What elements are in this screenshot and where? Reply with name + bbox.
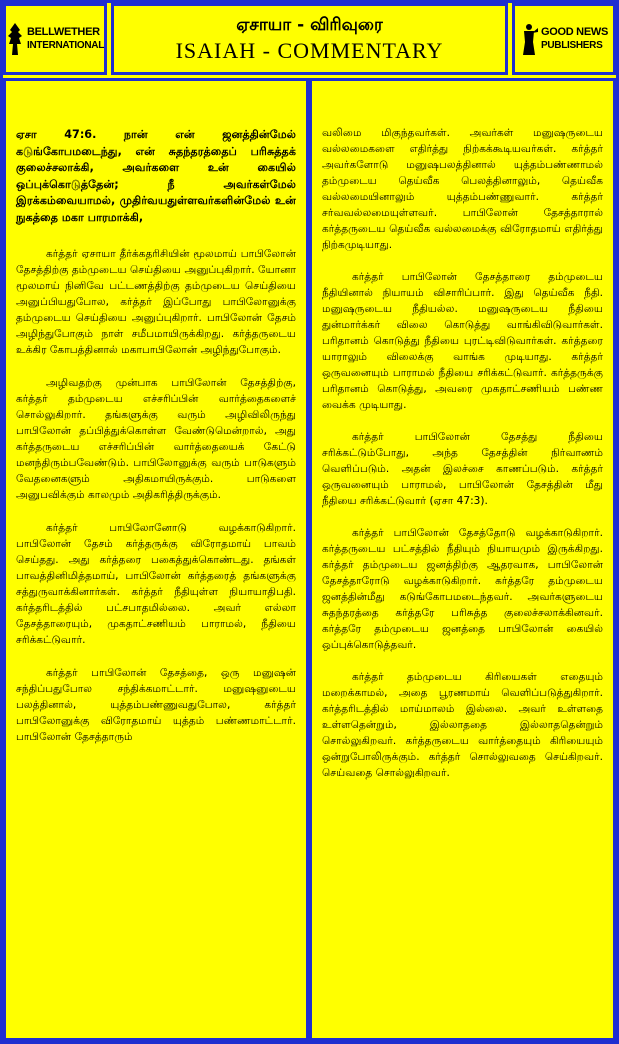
paragraph: வலிமை மிகுந்தவர்கள். அவர்கள் மனுஷருடைய வல்லமைகளை எதிர்த்து நிற்கக்கூடியவர்கள். கர்த்தர் அவர்களோடு மனுஷபலத்தினால் யுத்தம்பண்ணாமல் தம்முடைய தெய்வீக பெலத்தினாலும், தெய்வீக வல்லமையினாலும் யுத்தம்பண்ணுவார். கர்த்தர் சர்வவல்லமையுள்ளவர். பாபிலோன் தேசத்தாரால் கர்த்தருடைய தெய்வீக வல்லமைக்கு விரோதமாய் எதிர்த்து நிற்கமுடியாது. — [322, 127, 603, 251]
title-tamil: ஏசாயா - விரிவுரை — [236, 15, 383, 35]
good-news-logo — [512, 3, 616, 75]
bellwether-logo — [3, 3, 107, 75]
bellwether-ram-icon — [6, 22, 24, 56]
paragraph: கர்த்தர் தம்முடைய கிரியைகள் எதையும் மறைக்காமல், அதை பூரணமாய் வெளிப்படுத்துகிறார். கர்த்தரிடத்தில் மாய்மாலம் இல்லை. அவர் உள்ளதை உள்ளதென்றும், இல்லாததை இல்லாததென்றும் சொல்லுகிறவர். கர்த்தருடைய வார்த்தையும் கிரியையும் ஒன்றுபோலிருக்கும். கர்த்தர் சொல்லுவதை செய்கிறவர். செய்வதை சொல்லுகிறவர். — [322, 671, 603, 779]
paragraph: அழிவதற்கு முன்பாக பாபிலோன் தேசத்திற்கு, கர்த்தர் தம்முடைய எச்சரிப்பின் வார்த்தைகளைச் சொல்லுகிறார். தங்களுக்கு வரும் அழிவிலிருந்து பாபிலோன் தப்பித்துக்கொள்ள வேண்டுமென்றால், அது கர்த்தருடைய எச்சரிப்பின் வார்த்தையைக் கேட்டு மனந்திரும்பவேண்டும். பாபிலோனுக்கு வரும் பாடுகளும் வேதனைகளும் அதிகமாயிருக்கும். பாடுகளை அனுபவிக்கும் காலமும் அதிகரித்திருக்கும். — [16, 377, 296, 501]
page-header — [3, 3, 616, 75]
left-column — [3, 78, 309, 1041]
logo-right-line2: PUBLISHERS — [541, 40, 603, 51]
paragraph: கர்த்தர் பாபிலோன் தேசத்தாரை தம்முடைய நீதியினால் நியாயம் விசாரிப்பார். இது தெய்வீக நீதி. மனுஷருடைய நீதியல்ல. மனுஷருடைய நீதியை துன்மார்க்கர் விலை கொடுத்து வாங்கிவிடுவார்கள். பரிதானம் கொடுத்து நீதியை புரட்டிவிடுவார்கள். கர்த்தரை யாராலும் விலைக்கு வாங்க முடியாது. கர்த்தர் ஒருவனையும் பாராமல் நீதியை சரிக்கட்டுவார். கர்த்தருக்கு பரிதானம் கொடுத்து, அவரை முகதாட்சணியம் பண்ண வைக்க முடியாது. — [322, 271, 603, 411]
logo-right-line1: GOOD NEWS — [541, 26, 608, 38]
right-column — [309, 78, 616, 1041]
logo-left-line1: BELLWETHER — [26, 26, 100, 38]
paragraph: கர்த்தர் ஏசாயா தீர்க்கதரிசியின் மூலமாய் பாபிலோன் தேசத்திற்கு தம்முடைய செய்தியை அனுப்புகிறார். யோனா மூலமாய் நினிவே பட்டணத்திற்கு தம்முடைய செய்தியை அனுப்பியதுபோல, கர்த்தர் இப்போது பாபிலோனுக்கு தம்முடைய செய்தியை அனுப்புகிறார். பாபிலோன் தேசம் அழிந்துபோகும் நாள் சமீபமாயிருக்கிறது. கர்த்தருடைய உக்கிர கோபத்தினால் மகாபாபிலோன் அழிந்துபோகும். — [16, 248, 296, 356]
logo-left-line2: INTERNATIONAL — [26, 40, 105, 51]
paragraph: கர்த்தர் பாபிலோன் தேசத்தோடு வழக்காடுகிறார். கர்த்தருடைய பட்சத்தில் நீதியும் நியாயமும் இருக்கிறது. கர்த்தர் தம்முடைய ஜனத்திற்கு ஆதரவாக, பாபிலோன் தேசத்தாரோடு வழக்காடுகிறார். கர்த்தரே தம்முடைய ஜனத்தின்மீது கடுங்கோபமடைந்தவர். அவர்களுடைய சுதந்தரத்தை கர்த்தரே பரிசுத்த குலைச்சலாக்கினவர். கர்த்தரே தம்முடைய ஜனத்தை பாபிலோன் கையில் ஒப்புக்கொடுத்தவர். — [322, 527, 603, 651]
title-box — [111, 3, 508, 75]
paragraph: கர்த்தர் பாபிலோன் தேசத்தை, ஒரு மனுஷன் சந்திப்பதுபோல சந்திக்கமாட்டார். மனுஷனுடைய பலத்தினால், யுத்தம்பண்ணுவதுபோல, கர்த்தர் பாபிலோனுக்கு விரோதமாய் யுத்தம் பண்ணமாட்டார். பாபிலோன் தேசத்தாரும் — [16, 667, 296, 743]
trumpet-herald-icon — [520, 22, 538, 56]
title-english: ISAIAH - COMMENTARY — [175, 38, 444, 63]
paragraph: கர்த்தர் பாபிலோனோடு வழக்காடுகிறார். பாபிலோன் தேசம் கர்த்தருக்கு விரோதமாய் பாவம் செய்தது. அது கர்த்தரை பகைத்துக்கொண்டது. தங்கள் பாவத்தினிமித்தமாய், பாபிலோன் கர்த்தரைத் தங்களுக்கு சத்துருவாக்கினார்கள். கர்த்தர் நீதியுள்ள நியாயாதிபதி. கர்த்தரிடத்தில் பட்சபாதமில்லை. அவர் எல்லா தேசத்தாரையும், முகதாட்சணியம் பாராமல், நீதியை சரிக்கட்டுவார். — [16, 522, 296, 646]
paragraph: கர்த்தர் பாபிலோன் தேசத்து நீதியை சரிக்கட்டும்போது, அந்த தேசத்தின் நிர்வாணம் வெளிப்படும். அதன் இலச்சை காணப்படும். கர்த்தர் ஒருவனையும் பாராமல், பாபிலோன் தேசத்தின் மீது நீதியை சரிக்கட்டுவார் (ஏசா 47:3). — [322, 431, 603, 507]
verse-text: ஏசா 47:6. நான் என் ஜனத்தின்மேல் கடுங்கோபமடைந்து, என் சுதந்தரத்தைப் பரிசுத்தக் குலைச்சலாக்கி, அவர்களை உன் கையில் ஒப்புக்கொடுத்தேன்; நீ அவர்கள்மேல் இரக்கம்வையாமல், முதிர்வயதுள்ளவர்களின்மேல் உன் நுகத்தை மகா பாரமாக்கி, — [16, 128, 296, 224]
